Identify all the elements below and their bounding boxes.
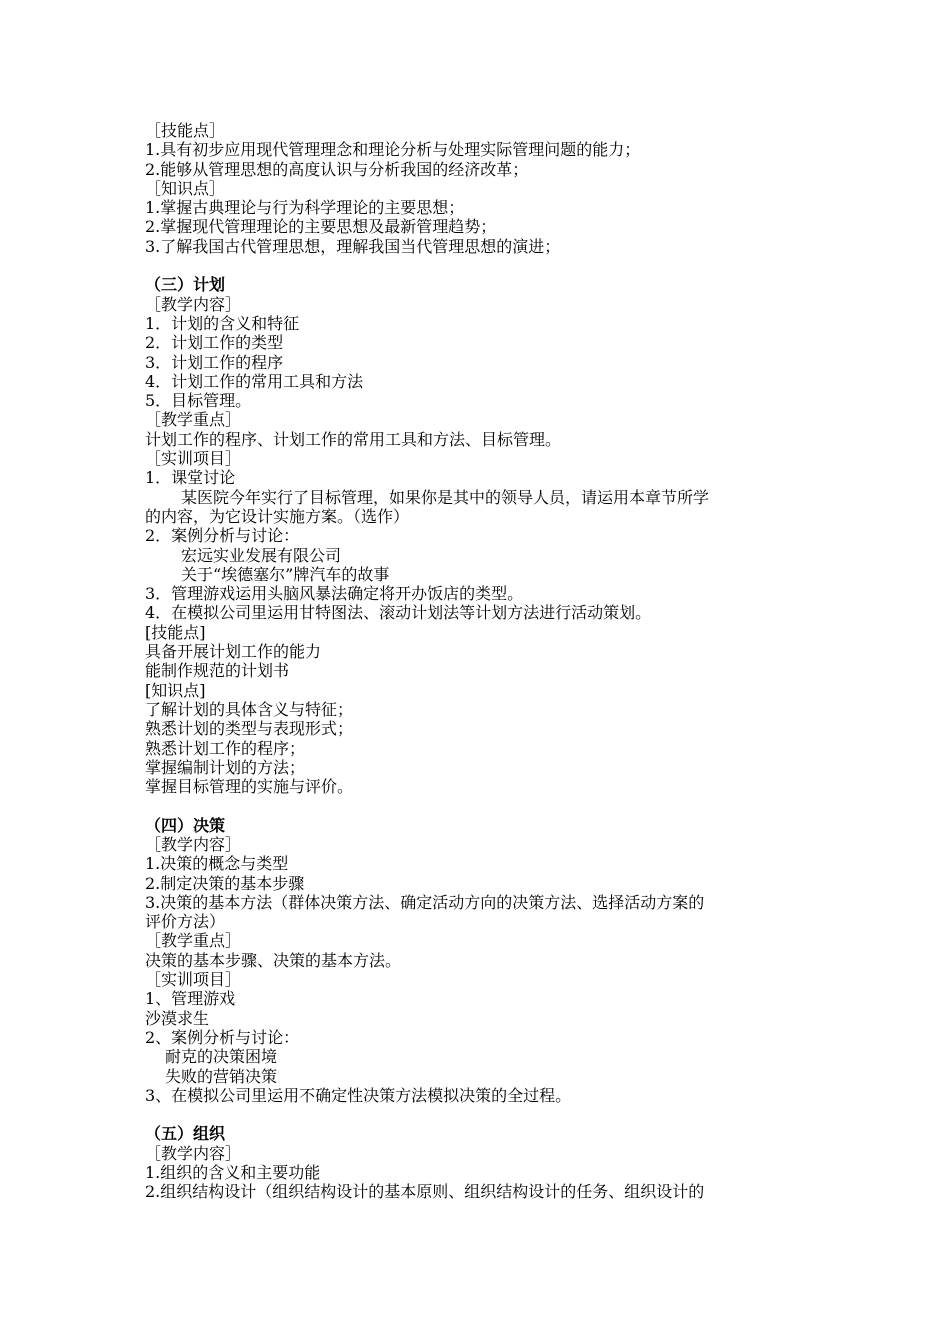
text-line: 关于“埃德塞尔”牌汽车的故事 bbox=[181, 564, 390, 584]
section-heading: （四）决策 bbox=[145, 815, 226, 835]
text-line: 2、案例分析与讨论： bbox=[145, 1027, 300, 1047]
text-line: 熟悉计划的类型与表现形式； bbox=[145, 719, 354, 739]
text-line: ［知识点］ bbox=[145, 178, 226, 198]
text-line: 某医院今年实行了目标管理，如果你是其中的领导人员，请运用本章节所学 bbox=[181, 487, 710, 507]
text-line: 3．管理游戏运用头脑风暴法确定将开办饭店的类型。 bbox=[145, 584, 524, 604]
text-line: 掌握编制计划的方法； bbox=[145, 757, 306, 777]
text-line: 2.组织结构设计（组织结构设计的基本原则、组织结构设计的任务、组织设计的 bbox=[145, 1182, 705, 1202]
text-line: 具备开展计划工作的能力 bbox=[145, 642, 322, 662]
text-line: 1.掌握古典理论与行为科学理论的主要思想； bbox=[145, 198, 465, 218]
text-line: 失败的营销决策 bbox=[165, 1066, 278, 1086]
text-line: ［教学内容］ bbox=[145, 1143, 242, 1163]
section-heading: （五）组织 bbox=[145, 1124, 226, 1144]
text-line: ［教学内容］ bbox=[145, 834, 242, 854]
text-line: 3.决策的基本方法（群体决策方法、确定活动方向的决策方法、选择活动方案的 bbox=[145, 892, 705, 912]
blank-line bbox=[145, 796, 825, 815]
blank-line bbox=[145, 256, 825, 275]
text-line: [技能点] bbox=[145, 622, 206, 642]
text-line: 3．计划工作的程序 bbox=[145, 352, 284, 372]
text-line: 了解计划的具体含义与特征； bbox=[145, 699, 354, 719]
text-line: 1．课堂讨论 bbox=[145, 468, 236, 488]
text-line: 2.制定决策的基本步骤 bbox=[145, 873, 305, 893]
text-line: 2．计划工作的类型 bbox=[145, 333, 284, 353]
text-line: 3.了解我国古代管理思想，理解我国当代管理思想的演进； bbox=[145, 236, 561, 256]
text-line: 评价方法） bbox=[145, 912, 226, 932]
text-line: 宏远实业发展有限公司 bbox=[181, 545, 342, 565]
text-line: 的内容，为它设计实施方案。（选作） bbox=[145, 506, 410, 526]
text-line: 2.能够从管理思想的高度认识与分析我国的经济改革； bbox=[145, 159, 529, 179]
text-line: 能制作规范的计划书 bbox=[145, 661, 290, 681]
text-line: 沙漠求生 bbox=[145, 1008, 210, 1028]
text-line: 熟悉计划工作的程序； bbox=[145, 738, 306, 758]
text-line: ［技能点］ bbox=[145, 121, 226, 140]
text-line: ［教学内容］ bbox=[145, 294, 242, 314]
text-line: 1.具有初步应用现代管理理念和理论分析与处理实际管理问题的能力； bbox=[145, 140, 641, 160]
blank-line bbox=[145, 1105, 825, 1124]
text-line: [知识点] bbox=[145, 680, 206, 700]
text-line: 1.组织的含义和主要功能 bbox=[145, 1163, 321, 1183]
text-line: 掌握目标管理的实施与评价。 bbox=[145, 777, 354, 797]
text-line: 1．计划的含义和特征 bbox=[145, 313, 300, 333]
text-line: 耐克的决策困境 bbox=[165, 1047, 278, 1067]
text-line: ［教学重点］ bbox=[145, 931, 242, 951]
text-line: 4．在模拟公司里运用甘特图法、滚动计划法等计划方法进行活动策划。 bbox=[145, 603, 652, 623]
text-line: 1、管理游戏 bbox=[145, 989, 236, 1009]
text-line: 决策的基本步骤、决策的基本方法。 bbox=[145, 950, 402, 970]
section-heading: （三）计划 bbox=[145, 275, 226, 295]
document-body bbox=[145, 121, 825, 1202]
text-line: 5．目标管理。 bbox=[145, 391, 252, 411]
text-line: 2．案例分析与讨论： bbox=[145, 526, 300, 546]
text-line: 3、在模拟公司里运用不确定性决策方法模拟决策的全过程。 bbox=[145, 1085, 572, 1105]
text-line: 4．计划工作的常用工具和方法 bbox=[145, 371, 364, 391]
text-line: ［实训项目］ bbox=[145, 449, 242, 469]
text-line: 1.决策的概念与类型 bbox=[145, 854, 289, 874]
text-line: ［教学重点］ bbox=[145, 410, 242, 430]
text-line: ［实训项目］ bbox=[145, 970, 242, 990]
text-line: 计划工作的程序、计划工作的常用工具和方法、目标管理。 bbox=[145, 429, 562, 449]
text-line: 2.掌握现代管理理论的主要思想及最新管理趋势； bbox=[145, 217, 497, 237]
